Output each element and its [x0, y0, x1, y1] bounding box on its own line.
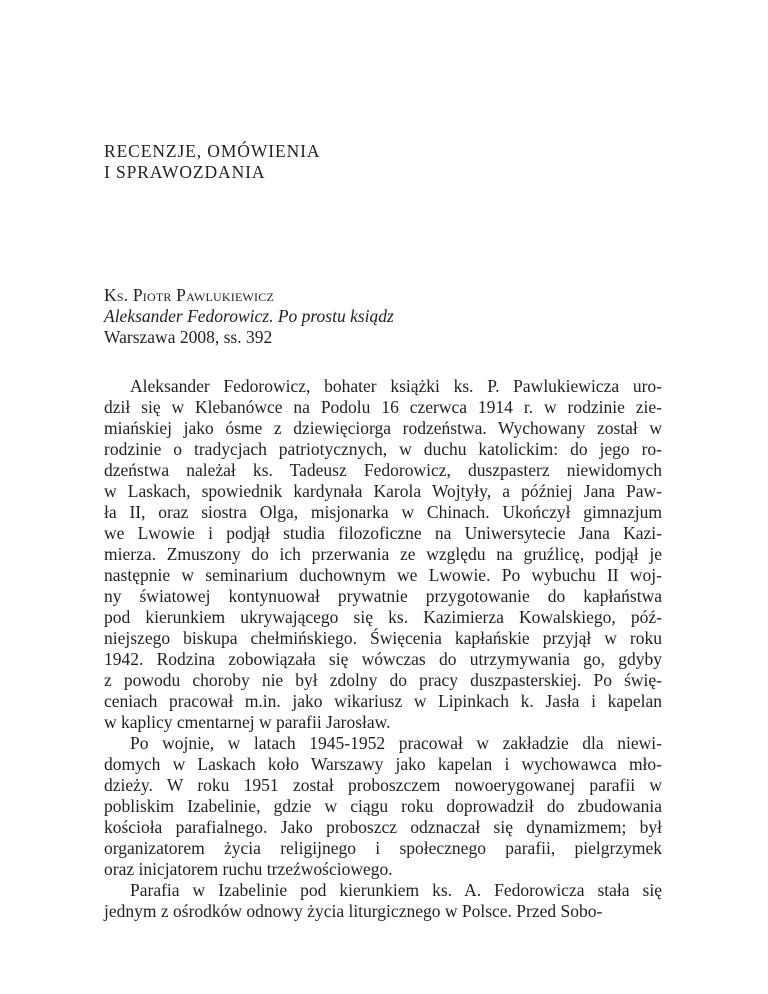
section-heading-line-1: RECENZJE, OMÓWIENIA — [104, 141, 321, 161]
paragraph-line: Aleksander Fedorowicz, bohater książki ks. P. Pawlukiewicza uro- — [130, 376, 662, 396]
paragraph-line: miańskiej jako ósme z dziewięciorga rodzeństwa. Wychowany został w — [104, 418, 662, 438]
paragraph-line: ceniach pracował m.in. jako wikariusz w Lipinkach k. Jasła i kapelan — [104, 691, 662, 711]
paragraph-line: 1942. Rodzina zobowiązała się wówczas do utrzymywania go, gdyby — [104, 649, 662, 669]
paragraph-line: dzieży. W roku 1951 został proboszczem nowoerygowanej parafii w — [104, 775, 662, 795]
paragraph — [104, 733, 662, 880]
paragraph-line: w kaplicy cmentarnej w parafii Jarosław. — [104, 712, 391, 732]
paragraph-line: pod kierunkiem ukrywającego się ks. Kazimierza Kowalskiego, póź- — [104, 607, 662, 627]
paragraph-line: jednym z ośrodków odnowy życia liturgicznego w Polsce. Przed Sobo- — [104, 901, 603, 921]
review-body — [104, 376, 662, 922]
paragraph-line: oraz inicjatorem ruchu trzeźwościowego. — [104, 859, 393, 879]
paragraph-line: w Laskach, spowiednik kardynała Karola Wojtyły, a później Jana Paw- — [104, 481, 662, 501]
paragraph-line: ny światowej kontynuował prywatnie przygotowanie do kapłaństwa — [104, 586, 662, 606]
paragraph-line: mierza. Zmuszony do ich przerwania ze względu na gruźlicę, podjął je — [104, 544, 662, 564]
paragraph-line: rodzinie o tradycjach patriotycznych, w duchu katolickim: do jego ro- — [104, 439, 662, 459]
paragraph-line: Po wojnie, w latach 1945-1952 pracował w zakładzie dla niewi- — [130, 733, 662, 753]
paragraph-line: z powodu choroby nie był zdolny do pracy duszpasterskiej. Po świę- — [104, 670, 662, 690]
paragraph — [104, 376, 662, 733]
paragraph-line: następnie w seminarium duchownym we Lwowie. Po wybuchu II woj- — [104, 565, 662, 585]
book-title: Aleksander Fedorowicz. Po prostu ksiądz — [104, 306, 394, 326]
paragraph-line: organizatorem życia religijnego i społecznego parafii, pielgrzymek — [104, 838, 662, 858]
paragraph-line: dził się w Klebanówce na Podolu 16 czerwca 1914 r. w rodzinie zie- — [104, 397, 662, 417]
review-header — [104, 285, 394, 348]
section-heading — [104, 141, 320, 183]
paragraph-line: ła II, oraz siostra Olga, misjonarka w Chinach. Ukończył gimnazjum — [104, 502, 662, 522]
paragraph-line: pobliskim Izabelinie, gdzie w ciągu roku doprowadził do zbudowania — [104, 796, 662, 816]
paragraph-line: domych w Laskach koło Warszawy jako kapelan i wychowawca mło- — [104, 754, 662, 774]
paragraph-line: kościoła parafialnego. Jako proboszcz odznaczał się dynamizmem; był — [104, 817, 662, 837]
paragraph-line: niejszego biskupa chełmińskiego. Święcenia kapłańskie przyjął w roku — [104, 628, 662, 648]
review-author: Ks. Piotr Pawlukiewicz — [104, 285, 274, 305]
paragraph-line: Parafia w Izabelinie pod kierunkiem ks. A. Fedorowicza stała się — [130, 880, 662, 900]
section-heading-line-2: I SPRAWOZDANIA — [104, 162, 266, 182]
paragraph — [104, 880, 662, 922]
paragraph-line: we Lwowie i podjął studia filozoficzne na Uniwersytecie Jana Kazi- — [104, 523, 662, 543]
publication-info: Warszawa 2008, ss. 392 — [104, 327, 273, 347]
paragraph-line: dzeństwa należał ks. Tadeusz Fedorowicz, duszpasterz niewidomych — [104, 460, 662, 480]
